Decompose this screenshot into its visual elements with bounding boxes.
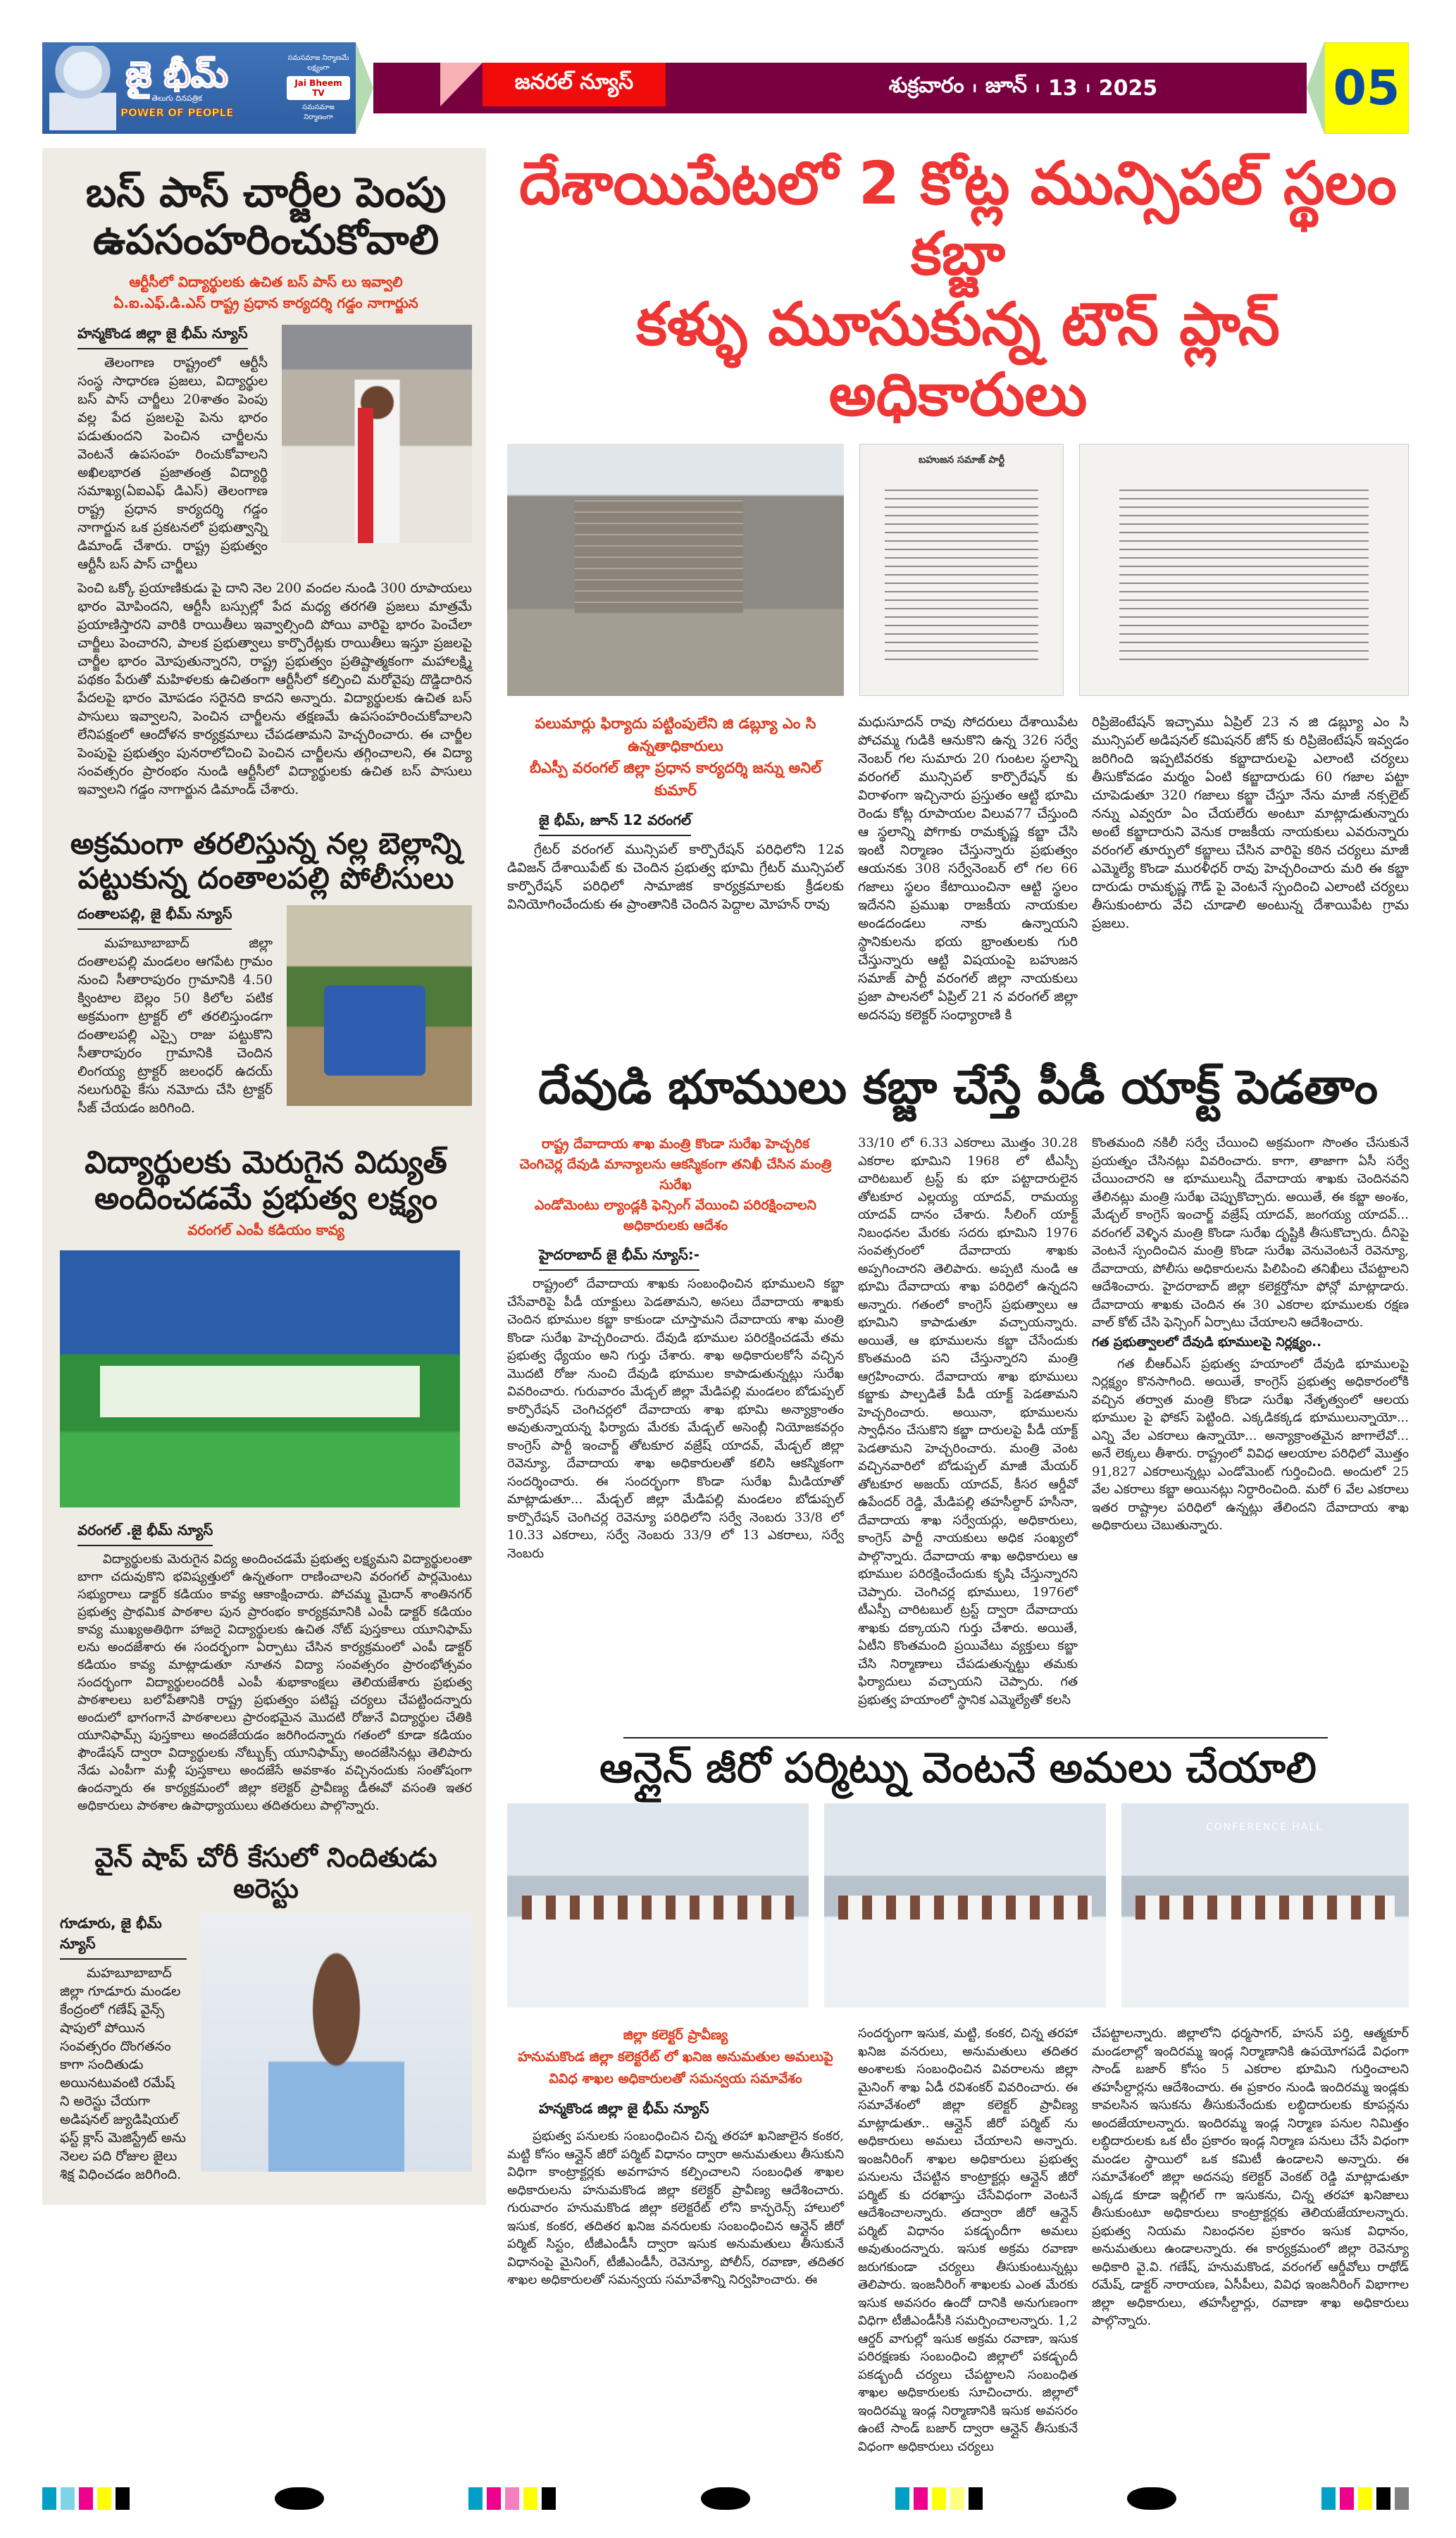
dateline: గూడూరు, జై భీమ్ న్యూస్ [60, 1915, 187, 1960]
issue-date [740, 68, 1307, 108]
logo-tagline-bottom: సమసమాజ నిర్మాణంగా [302, 104, 335, 121]
decor-triangle [1307, 42, 1324, 134]
inline-subhead: గత ప్రభుత్వాలలో దేవుడి భూములపై నిర్లక్ష్యం.. [1092, 1334, 1321, 1350]
subhead: పలుమార్లు ఫిర్యాదు పట్టింపులేని జి డబ్ల్యూ ఎం సి ఉన్నతాధికారులు [535, 715, 816, 754]
hall-sign: CONFERENCE HALL [1206, 1822, 1323, 1833]
color-swatch [1340, 2487, 1354, 2510]
section-headline: ఆన్లైన్ జీరో పర్మిట్ను వెంటనే అమలు చేయాలి [599, 1743, 1317, 1793]
subhead: హనుమకొండ జిల్లా కలెక్టరేట్ లో ఖనిజ అనుమతుల అమలుపై వివిధ శాఖల అధికారులతో సమన్వయ సమావేశం [518, 2049, 833, 2086]
article-jaggery-seizure [60, 827, 472, 1117]
subhead: ఏ.ఐ.ఎఫ్.డి.ఎస్ రాష్ట్ర ప్రధాన కార్యదర్శి గడ్డం నాగార్జున [113, 294, 418, 312]
color-registration-mark [42, 2487, 130, 2510]
logo-title: జై భీమ్ [125, 54, 228, 95]
color-swatch [1358, 2487, 1372, 2510]
registration-pill [701, 2487, 750, 2510]
photo-meeting-1 [507, 1803, 809, 2008]
photo-construction-site [507, 444, 844, 696]
article-body: తెలంగాణ రాష్ట్రంలో ఆర్టీసీ సంస్థ సాధారణ ప్రజలు, విద్యార్థుల బస్ పాస్ చార్జీలు 20శాతం పెంపు వల్ల పేద ప్రజలపై పెను భారం పడుతుందని పెంచిన చార్జీలను వెంటనే ఉపసంహ రించుకోవాలని అఖిలభారత ప్రజాతంత్ర విద్యార్థి సమాఖ్య(ఏఐఎఫ్ డిఎస్) తెలంగాణ రాష్ట్ర ప్రధాన కార్యదర్శి గడ్డం నాగార్జున ఒక ప్రకటనలో ప్రభుత్వాన్ని డిమాండ్ చేశారు. రాష్ట్ర ప్రభుత్వం ఆర్టీసీ బస్ పాస్ చార్జీలు [77, 355, 268, 573]
photo-meeting-2 [824, 1803, 1106, 2008]
color-swatch [505, 2487, 519, 2510]
dateline: దంతాలపల్లి, జై భీమ్ న్యూస్ [77, 905, 232, 930]
logo-english: POWER OF PEOPLE [120, 106, 234, 119]
color-swatch [523, 2487, 537, 2510]
article-online-zero-permit [507, 1737, 1409, 2456]
color-swatch [914, 2487, 928, 2510]
photo-bsp-complaint-letter [859, 444, 1064, 696]
article-endowment-lands [507, 1052, 1409, 1709]
dateline: హైదరాబాద్ జై భీమ్ న్యూస్:- [539, 1246, 699, 1271]
color-swatch [932, 2487, 946, 2510]
article-bus-pass [60, 169, 472, 799]
subhead: జిల్లా కలెక్టర్ ప్రావీణ్య [623, 2027, 728, 2043]
color-swatch [468, 2487, 483, 2510]
photo-accused [201, 1915, 472, 2172]
color-swatch [895, 2487, 909, 2510]
article-desaipet-land-grab [507, 148, 1409, 1024]
headline: వైన్ షాప్ చోరీ కేసులో నిందితుడు అరెస్టు [94, 1842, 437, 1904]
article-body: ప్రభుత్వ పనులకు సంబంధించిన చిన్న తరహా ఖనిజాలైన కంకర, మట్టి కోసం ఆన్లైన్ జీరో పర్మిట్ విధానం ద్వారా అనుమతులు తీసుకుని విధిగా కాంట్రాక్టర్లకు అవగాహన కల్పించాలని సంబంధిత శాఖల అధికారులను హనుమకొండ జిల్లా కలెక్టర్ ప్రావీణ్య ఆదేశించారు. గురువారం హనుమకొండ జిల్లా కలెక్టరేట్ లోని కాన్ఫరెన్స్ హాలులో ఇసుక, కంకర, తదితర ఖనిజ వనరులకు సంబంధించిన ఆన్లైన్ జీరో పర్మిట్ సిస్టం, టీజీఎండీసీ ద్వారా ఇసుక అనుమతులు తీసుకునే విధానంపై మైనింగ్, టీజీఎండీసీ, రెవెన్యూ, పోలీస్, రవాణా, తదితర శాఖల అధికారులతో సమన్వయ సమావేశాన్ని నిర్వహించారు. ఈ [507, 2129, 844, 2287]
date-year: 2025 [1098, 75, 1158, 101]
color-swatch [97, 2487, 111, 2510]
tab-notch [440, 63, 483, 106]
article-body: విద్యార్థులకు మెరుగైన విద్య అందించడమే ప్రభుత్వ లక్ష్యమని విద్యార్థులంతా బాగా చదువుకొని భవిష్యత్తులో ఉన్నతంగా రాణించాలని వరంగల్ పార్లమెంటు సభ్యురాలు డాక్టర్ కడియం కావ్య ఆకాంక్షించారు. పోచమ్మ మైదాన్ శాంతినగర్ ప్రభుత్వ ప్రాథమిక పాఠశాల పున ప్రారంభం కార్యక్రమానికి ఎంపీ డాక్టర్ కడియం కావ్య ముఖ్యఅతిథిగా హాజరై విద్యార్థులకు ఉచిత నోట్ పుస్తకాలు యూనిఫామ్ లను అందజేశారు ఈ సందర్భంగా ఏర్పాటు చేసిన కార్యక్రమంలో ఎంపీ డాక్టర్ కడియం కావ్య మాట్లాడుతూ నూతన విద్యా సంవత్సరం ప్రారంభోత్సవం సందర్భంగా విద్యార్థులందరికీ ఎంపీ శుభాకాంక్షలు తెలియజేశారు ప్రభుత్వ పాఠశాలలు బలోపేతానికి రాష్ట్ర ప్రభుత్వం పటిష్ట చర్యలు చేపట్టిందన్నారు అందులో భాగంగానే పాఠశాలలు ప్రారంభమైన మొదటి రోజునే విద్యార్థుల చేతికి యూనిఫామ్స్ పుస్తకాలు అందజేయడం జరిగిందన్నారు గతంలో కూడా కడియం ఫౌండేషన్ ద్వారా విద్యార్థులకు నోట్బుక్స్ యూనిఫామ్స్ అందజేసినట్లు తెలిపారు నేడు ఎంపీగా మళ్లీ పుస్తకాలు అందజేసే అవకాశం వచ్చినందుకు సంతోషంగా ఉందన్నారు ఈ కార్యక్రమంలో జిల్లా కలెక్టర్ ప్రావీణ్య డీఈవో వసంతి ఇతర అధికారులు పాఠశాల ఉపాధ్యాయులు తదితరులు పాల్గొన్నారు. [77, 1552, 472, 1814]
subhead: చెంగిచెర్ల దేవుడి మాన్యాలను ఆకస్మికంగా తనిఖీ చేసిన మంత్రి సురేఖ [519, 1157, 832, 1193]
article-body: కొంతమంది నకిలీ సర్వే చేయించి అక్రమంగా సొంతం చేసుకునే ప్రయత్నం చేసినట్లు వివరించారు. కాగా, తాజాగా ఏసీ సర్వే చేయించారని ఆ భూములున్నీ దేవాదాయ శాఖకు చెందినవని తేలినట్లు మంత్రి సురేఖ చెప్పుకొచ్చారు. అయితే, ఈ కబ్జా అంశం, మేడ్చల్ కాంగ్రెస్ ఇంచార్జ్ వజ్రేష్ యాదవ్, జంగయ్య యాదవ్... వరంగల్ వెళ్ళిన మంత్రి కొండా సురేఖ దృష్టికి తీసుకొచ్చారు. దీనిపై వెంటనే స్పందించిన మంత్రి కొండా సురేఖ వెనువెంటనే రెవెన్యూ, దేవాదాయ, పోలీసు అధికారులను పిలిపించి తనిఖీలు చేపట్టాలని ఆదేశించారు. హైదరాబాద్ జిల్లా కలెక్టర్తోనూ ఫోన్లో మాట్లాడారు. దేవాదాయ శాఖకు చెందిన ఈ 30 ఎకరాల భూములకు రక్షణ వాల్ కోట్ చేసి ఫెన్సింగ్ ఏర్పాటు చేయాలని ఆదేశించారు. [1092, 1136, 1409, 1330]
footer-registration-marks [42, 2487, 1409, 2510]
ambedkar-portrait-image [49, 46, 116, 130]
date-sep: I [972, 81, 977, 95]
article-wine-shop-theft [60, 1843, 472, 2183]
article-body: గత బీఆర్ఎస్ ప్రభుత్వ హయాంలో దేవుడి భూములపై నిర్లక్ష్యం కొనసాగింది. అయితే, కాంగ్రెస్ ప్రభుత్వ అధికారంలోకి వచ్చిన తర్వాత మంత్రి కొండా సురేఖ నేతృత్వంలో ఆలయ భూముల పై ఫోకస్ పెట్టింది. ఎక్కడికక్కడ భూములున్నాయో... ఎన్ని వేల ఎకరాలు ఉన్నాయో... అన్యాక్రాంతమైన జాగాలేవో... అనే లెక్కలు తీశారు. రాష్ట్రంలో వివిధ ఆలయాల పరిధిలో మొత్తం 91,827 ఎకరాలున్నట్లు ఎండోమెంట్ గుర్తించింది. అందులో 25 వేల ఎకరాలు కబ్జా అయినట్లు నిర్ధారించింది. మరో 6 వేల ఎకరాలు ఇతర రాష్ట్రాల పరిధిలో ఉన్నట్లు తేలిందని దేవాదాయ శాఖ అధికారులు చెబుతున్నారు. [1092, 1356, 1409, 1533]
headline: విద్యార్థులకు మెరుగైన విద్యుత్ అందించడమే ప్రభుత్వ లక్ష్యం [85, 1144, 447, 1217]
article-body: రిప్రిజెంటేషన్ ఇచ్చాము ఏప్రిల్ 23 న జి డబ్ల్యూ ఎం సి మున్సిపల్ అడిషనల్ కమిషనర్ జోన్ కు రిప్రిజెంటేషన్ ఇవ్వడం జరిగింది ఇప్పటివరకు కబ్జాదారులపై ఎలాంటి చర్యలు తీసుకోవడం మర్మం ఏంటి కబ్జాదారుడు 60 గజాల పట్టా చూపెడుతూ 320 గజాలు కబ్జా చేస్తూ నేను మాజీ నక్సలైట్ నన్ను ఎవ్వరూ ఏం చేయలేరు అంటూ మాట్లాడుతున్నారు అంటే కబ్జాదారుని వెనుక రాజకీయ నాయకులు ఎవరున్నారు వరంగల్ తూర్పులో కబ్జాలు చేసిన వారిపై కఠిన చర్యలు మాజీ ఎమ్మెల్యే కొండా మురళీధర్ రావు హెచ్చరించారు మరి ఈ కబ్జా దారుడు రామకృష్ణ గౌడ్ పై వెంటనే స్పందించి ఎలాంటి చర్యలు తీసుకుంటారు వేచి చూడాలి అంటున్న దేశాయిపేట గ్రామ ప్రజలు. [1092, 714, 1409, 931]
dateline: హన్మకొండ జిల్లా జై భీమ్ న్యూస్ [77, 325, 248, 349]
letterhead-text: బహుజన సమాజ్ పార్టీ [918, 454, 1005, 466]
headline-line-2: కళ్ళు మూసుకున్న టౌన్ ప్లాన్ అధికారులు [636, 290, 1280, 429]
article-body: పెంచి ఒక్కో ప్రయాణికుడు పై దాని నెల 200 వందల నుండి 300 రూపాయలు భారం మోపిందని, ఆర్టీసీ బస్సుల్లో పేద మధ్య తరగతి ప్రజలు మాత్రమే ప్రయాణిస్తారని వారికి రాయితీలు ఇవ్వాల్సింది పోయి వారిపై భారం పెంచేలా చార్జీలు పెంచారని, పాలక ప్రభుత్వాలు కార్పొరేట్లకు రాయితీలు ఇస్తూ ప్రజలపై చార్జీల భారం మోపుతున్నారని, రాష్ట్ర ప్రభుత్వం ప్రతిష్టాత్మకంగా మహాలక్ష్మి పథకం పేరుతో మహిళలకు ఉచితంగా ఆర్టీసీలో కల్పించి మరోవైపు దొడ్డిదారిన పేదలపై భారం మోపడం సరైనది కాదని అన్నారు. విద్యార్థులకు ఉచిత బస్ పాసులు ఇవ్వాలని, పెంచిన చార్జీలను తక్షణమే ఉపసంహరించుకోవాలని లేనిపక్షంలో ఆందోళన కార్యక్రమాలు చేపడతామని హెచ్చరించారు. ఈ చార్జీల పెంపుపై ప్రభుత్వం పునరాలోచించి పెంచిన చార్జీలను తగ్గించాలని, ఈ విద్యా సంవత్సరం ప్రారంభం నుండి ఆర్టీసీలో విద్యార్థులకు ఉచిత బస్ పాసులు ఇవ్వాలని గడ్డం నాగార్జున డిమాండ్ చేశారు. [77, 580, 472, 798]
subhead: వరంగల్ ఎంపీ కడియం కావ్య [187, 1221, 344, 1239]
page-content [42, 148, 1409, 2456]
color-registration-mark [468, 2487, 556, 2510]
masthead [42, 42, 1409, 134]
article-body: సందర్భంగా ఇసుక, మట్టి, కంకర, చిన్న తరహా ఖనిజ వనరులు, అనుమతులు తదితర అంశాలకు సంబంధించిన వివరాలను జిల్లా మైనింగ్ శాఖ ఏడీ రవిశంకర్ వివరించారు. ఈ సమావేశంలో జిల్లా కలెక్టర్ ప్రావీణ్య మాట్లాడుతూ.. ఆన్లైన్ జీరో పర్మిట్ ను అధికారులు అమలు చేయాలని అన్నారు. ఇంజనీరింగ్ శాఖల అధికారులు ప్రభుత్వ పనులను చేపట్టిన కాంట్రాక్టర్లు ఆన్లైన్ జీరో పర్మిట్ కు దరఖాస్తు చేసేవిధంగా వెంటనే ఆదేశించాలన్నారు. తద్వారా జీరో ఆన్లైన్ పర్మిట్ విధానం పకడ్బందీగా అమలు అవుతుందన్నారు. ఇసుక అక్రమ రవాణా జరుగకుండా చర్యలు తీసుకుంటున్నట్లు తెలిపారు. ఇంజనీరింగ్ శాఖలకు ఎంత మేరకు ఇసుక అవసరం ఉందో దానికి అనుగుణంగా విధిగా టీజీఎండీసీకి సమర్పించాలన్నారు. 1,2 ఆర్డర్ వాగుల్లో ఇసుక అక్రమ రవాణా, ఇసుక పరిరక్షణకు సంబంధించి జిల్లాలో పకడ్బందీ పకడ్బందీ చర్యలు చేపట్టాలని సంబంధిత శాఖల అధికారులకు సూచించారు. జిల్లాలో ఇందిరమ్మ ఇండ్ల నిర్మాణానికి ఇసుక అవసరం ఉంటే సాండ్ బజార్ ద్వారా ఆన్లైన్ తీసుకునే విధంగా అధికారులు చర్యలు [858, 2026, 1078, 2454]
dateline: జై భీమ్, జూన్ 12 వరంగల్ [539, 811, 691, 836]
date-sep: I [1085, 81, 1090, 95]
photo-tractor [287, 905, 472, 1106]
color-swatch [61, 2487, 75, 2510]
color-swatch [1395, 2487, 1409, 2510]
registration-pill [1127, 2487, 1176, 2510]
logo-side [287, 54, 350, 123]
section-headline: దేవుడి భూములు కబ్జా చేస్తే పీడీ యాక్ట్ పెడతాం [537, 1060, 1379, 1114]
color-registration-mark [895, 2487, 983, 2510]
color-swatch [950, 2487, 964, 2510]
subhead: బీఎస్పీ వరంగల్ జిల్లా ప్రధాన కార్యదర్శి జన్ను అనిల్ కుమార్ [530, 759, 821, 799]
dateline: హన్మకొండ జిల్లా జై భీమ్ న్యూస్ [539, 2100, 709, 2117]
article-education [60, 1145, 472, 1815]
photo-meeting-3 [1121, 1803, 1409, 2008]
headline-line-1: దేశాయిపేటలో 2 కోట్ల మున్సిపల్ స్థలం కబ్జా [519, 149, 1397, 288]
date-date: 13 [1048, 75, 1078, 101]
article-body: గ్రేటర్ వరంగల్ మున్సిపల్ కార్పొరేషన్ పరిధిలోని 12వ డివిజన్ దేశాయిపేట్ కు చెందిన ప్రభుత్వ భూమి గ్రేటర్ మున్సిపల్ కార్పొరేషన్ పరిధిలో సామాజిక కార్యక్రమాలకు క్రీడలకు వినియోగించేందుకు ఈ ప్రాంతానికి చెందిన పెద్దాల మోహన్ రావు [507, 842, 844, 912]
article-body: మహబూబాబాద్ జిల్లా దంతాలపల్లి మండలం ఆగపేట గ్రామం నుంచి సీతారాపురం గ్రామానికి 4.50 క్వింటాల బెల్లం 50 కిలోల పటిక అక్రమంగా ట్రాక్టర్ లో తరలిస్తుండగా దంతాలపల్లి ఎస్సై రాజు పట్టుకొని సీతారాపురం గ్రామానికి చెందిన లింగయ్య ట్రాక్టర్ జలంధర్ ఉదయ్ నలుగురిపై కేసు నమోదు చేసి ట్రాక్టర్ సీజ్ చేయడం జరిగింది. [77, 935, 273, 1116]
color-swatch [79, 2487, 93, 2510]
logo-subtitle: తెలుగు దినపత్రిక [151, 94, 202, 103]
registration-pill [275, 2487, 324, 2510]
date-day: శుక్రవారం [888, 73, 964, 98]
article-body: 33/10 లో 6.33 ఎకరాలు మొత్తం 30.28 ఎకరాల భూమిని 1968 లో టీఎస్పీ చారిటబుల్ ట్రస్ట్ కు భూ పట్టాదారులైన తోటకూర ఎల్లయ్య యాదవ్, రామయ్య యాదవ్ దానం చేశారు. సీలింగ్ యాక్ట్ నిబంధనల మేరకు సదరు భూమిని 1976 సంవత్సరంలో దేవాదాయ శాఖకు అప్పగించారని తెలిపారు. అప్పటి నుండి ఆ భూమి దేవాదాయ శాఖ పరిధిలో ఉన్నదని అన్నారు. గతంలో కాంగ్రెస్ ప్రభుత్వాలు ఆ భూమిని కాపాడుతూ వచ్చాయన్నారు. అయితే, ఆ భూములను కబ్జా చేసేందుకు కొంతమంది పని చేస్తున్నారని మంత్రి ఆగ్రహించారు. దేవాదాయ శాఖ భూములు కబ్జాకు పాల్పడితే పీడీ యాక్ట్ పెడతామని హెచ్చరించారు. అయినా, భూములను స్వాధీనం చేసుకొని కబ్జా దారులపై పీడీ యాక్ట్ పెడతామని హెచ్చరించారు. మంత్రి వెంట వచ్చినవారిలో బోడుప్పల్ మాజీ మేయర్ తోటకూర అజయ్ యాదవ్, కీసర ఆర్డీవో ఉపేందర్ రెడ్డి, మేడిపల్లి తహసీల్దార్ హసీనా, దేవాదాయ శాఖ సర్వేయర్లు, అధికారులు, కాంగ్రెస్ పార్టీ నాయకులు అధిక సంఖ్యలో పాల్గొన్నారు. దేవాదాయ శాఖ అధికారులు ఆ భూముల పరిరక్షించేందుకు కృషి చేస్తున్నారని చెప్పారు. చెంగిచర్ల భూములు, 1976లో టీఎస్పీ చారిటబుల్ ట్రస్ట్ ద్వారా దేవాదాయ శాఖకు దక్కాయని గుర్తు చేశారు. అయితే, ఏటీని కొంతమంది ప్రయివేటు వ్యక్తులు కబ్జా చేసి నిర్మాణాలు చేపడుతున్నట్టు తమకు ఫిర్యాదులు వచ్చాయని చెప్పారు. గత ప్రభుత్వ హయాంలో స్థానిక ఎమ్మెల్యేతో కలసి [858, 1136, 1078, 1707]
decor-triangle [356, 42, 373, 134]
section-tab: జనరల్ న్యూస్ [483, 63, 666, 106]
subhead: ఎండోమెంటు ల్యాండ్లకి ఫెన్సింగ్ వేయించి పరిరక్షించాలని అధికారులకు ఆదేశం [535, 1198, 816, 1233]
date-sep: I [1035, 81, 1040, 95]
masthead-logo [42, 42, 356, 134]
tv-logo: Jai Bheem TV [287, 76, 350, 100]
photo-school-event [60, 1250, 460, 1507]
article-body: చేపట్టాలన్నారు. జిల్లాలోని ధర్మసాగర్, హసన్ పర్తి, ఆత్మకూర్ మండలాల్లో ఇందిరమ్మ ఇండ్ల నిర్మాణానికి ఉపయోగపడే విధంగా సాండ్ బజార్ కోసం 5 ఎకరాల భూమిని గుర్తించాలని తహసీల్దార్లను ఆదేశించారు. ఈ ప్రకారం నుండి ఇందిరమ్మ ఇండ్లకు కావలసిన ఇసుకను తీసుకునేందుకు లబ్ధిదారులకు కూపన్లను అందజేయాలన్నారు. ఇందిరమ్మ ఇండ్ల నిర్మాణ పనుల నిమిత్తం లబ్ధిదారులకు ఒక టీం ప్రకారం ఇండ్ల నిర్మాణ పనులు చేసే విధంగా మండల స్థాయిలో ఒక కమిటీ ఉండాలని అన్నారు. ఈ సమావేశంలో జిల్లా అదనపు కలెక్టర్ వెంకట్ రెడ్డి మాట్లాడుతూ ఎక్కడ కూడా ఇల్లీగల్ గా ఇసుకను, చిన్న తరహా ఖనిజాలు తీసుకుంటూ అధికారులు కాంట్రాక్టర్లకు తెలియజేయాలన్నారు. ప్రభుత్వ నియమ నిబంధనల ప్రకారం ఇసుక విధానం, అనుమతులు ఉండాలన్నారు. ఈ కార్యక్రమంలో జిల్లా రెవెన్యూ అధికారి వై.వి. గణేష్, హనుమకొండ, వరంగల్ ఆర్డీవోలు రాథోడ్ రమేష్, డాక్టర్ నారాయణ, ఏసీపీలు, వివిధ ఇంజనీరింగ్ విభాగాల జిల్లా అధికారులు, తహసీల్దార్లు, రవాణా శాఖ అధికారులు పాల్గొన్నారు. [1092, 2026, 1409, 2328]
date-month: జూన్ [985, 73, 1028, 98]
color-swatch [1376, 2487, 1390, 2510]
color-swatch [487, 2487, 501, 2510]
color-swatch [42, 2487, 56, 2510]
section-bar [373, 63, 1307, 113]
left-column [42, 148, 486, 2205]
logo-text-block [120, 54, 234, 119]
main-area [507, 148, 1409, 2456]
page-number: 05 [1324, 42, 1409, 134]
dateline: వరంగల్ .జై భీమ్ న్యూస్ [77, 1522, 213, 1546]
main-headline [507, 148, 1409, 430]
article-body: రాష్ట్రంలో దేవాదాయ శాఖకు సంబంధించిన భూములని కబ్జా చేసేవారిపై పీడీ యాక్టులు పెడతామని, అసలు దేవాదాయ శాఖకు చెందిన భూముల కబ్జా కాకుండా చూస్తామని దేవాదాయ శాఖ మంత్రి కొండా సురేఖ హెచ్చరించారు. దేవుడి భూముల పరిరక్షించడమే తమ ప్రభుత్వ ధ్యేయం అని గుర్తు చేశారు. శాఖ అధికారులకోసే వచ్చిన మొదటి రోజు నుంచి దేవుడి భూముల కాపాడుతున్నట్లు సురేఖ వివరించారు. గురువారం మేడ్చల్ జిల్లా మేడిపల్లి మండలం బోడుప్పల్ కార్పొరేషన్ చెంగిచర్లలో దేవాదాయ శాఖ భూమి అన్యాక్రాంతం అవుతున్నాయన్న ఫిర్యాదు మేరకు మేడ్చల్ అసెంబ్లీ నియోజకవర్గం కాంగ్రెస్ పార్టీ ఇంచార్జ్ తోటకూర వజ్రేష్ యాదవ్, మేడ్చల్ జిల్లా రెవెన్యూ, దేవాదాయ శాఖ అధికారులతో కలిసి ఆకస్మికంగా సందర్శించారు. ఈ సందర్భంగా కొండా సురేఖ మీడియాతో మాట్లాడుతూ... మేడ్చల్ జిల్లా మేడిపల్లి మండలం బోడుప్పల్ కార్పొరేషన్ చెంగిచర్ల రెవెన్యూ పరిధిలోని సర్వే నెంబరు 33/8 లో 10.33 ఎకరాలు, సర్వే నెంబరు 33/9 లో 13 ఎకరాలు, సర్వే నెంబరు [507, 1276, 844, 1561]
photo-nagarjuna [282, 325, 472, 543]
headline: బస్ పాస్ చార్జీల పెంపు ఉపసంహరించుకోవాలి [85, 168, 447, 263]
subhead: ఆర్టీసీలో విద్యార్థులకు ఉచిత బస్ పాస్ లు ఇవ్వాలి [129, 273, 403, 291]
color-swatch [542, 2487, 556, 2510]
color-swatch [1321, 2487, 1336, 2510]
subhead: రాష్ట్ర దేవాదాయ శాఖ మంత్రి కొండా సురేఖ హెచ్చరిక [542, 1136, 809, 1152]
headline: అక్రమంగా తరలిస్తున్న నల్ల బెల్లాన్ని పట్టుకున్న దంతాలపల్లి పోలీసులు [70, 826, 462, 895]
article-body: మధుసూదన్ రావు సోదరులు దేశాయిపేట పోచమ్మ గుడికి ఆనుకొని ఉన్న 326 సర్వే నెంబర్ గల సుమారు 20 గుంటల స్థలాన్ని వరంగల్ మున్సిపల్ కార్పొరేషన్ కు విరాళంగా ఇచ్చినారు ప్రస్తుతం ఆట్టి భూమి రెండు కోట్ల రూపాయల విలువ77 చేస్తుంది ఆ స్థలాన్ని పోగాకు రామకృష్ణ కబ్జా చేసి ఇంటి నిర్మాణం చేస్తున్నారు ప్రభుత్వం ఆయనకు 308 సర్వేనెంబర్ లో గల 66 గజాలు స్థలం కేటాయించినా ఆట్టి స్థలం ఇదేనని ప్రముఖ రాజకీయ నాయకుల అండదండలు నాకు ఉన్నాయని స్థానికులను భయ భ్రాంతులకు గురి చేస్తున్నారు ఆట్టి విషయంపై బహుజన సమాజ్ పార్టీ వరంగల్ జిల్లా నాయకులు ప్రజా పాలనలో ఏప్రిల్ 21 న వరంగల్ జిల్లా అదనపు కలెక్టర్ సంధ్యారాణి కి [858, 714, 1078, 1023]
color-registration-mark [1321, 2487, 1409, 2510]
article-body: మహబూబాబాద్ జిల్లా గూడూరు మండల కేంద్రంలో గణేష్ వైన్స్ షాపులో పోయిన సంవత్సరం దొంగతనం కాగా సందితుడు అయినటువంటి రమేష్ ని అరెస్టు చేయగా అడిషనల్ జ్యుడిషియల్ ఫస్ట్ క్లాస్ మెజిస్ట్రేట్ అను నెలల పది రోజుల జైలు శిక్ష విధించడం జరిగింది. [60, 1965, 186, 2182]
color-swatch [969, 2487, 983, 2510]
color-swatch [116, 2487, 130, 2510]
logo-tagline-top: సమసమాజ నిర్మాణమే లక్ష్యంగా [287, 54, 349, 72]
photo-acknowledgement-letter [1079, 444, 1409, 696]
